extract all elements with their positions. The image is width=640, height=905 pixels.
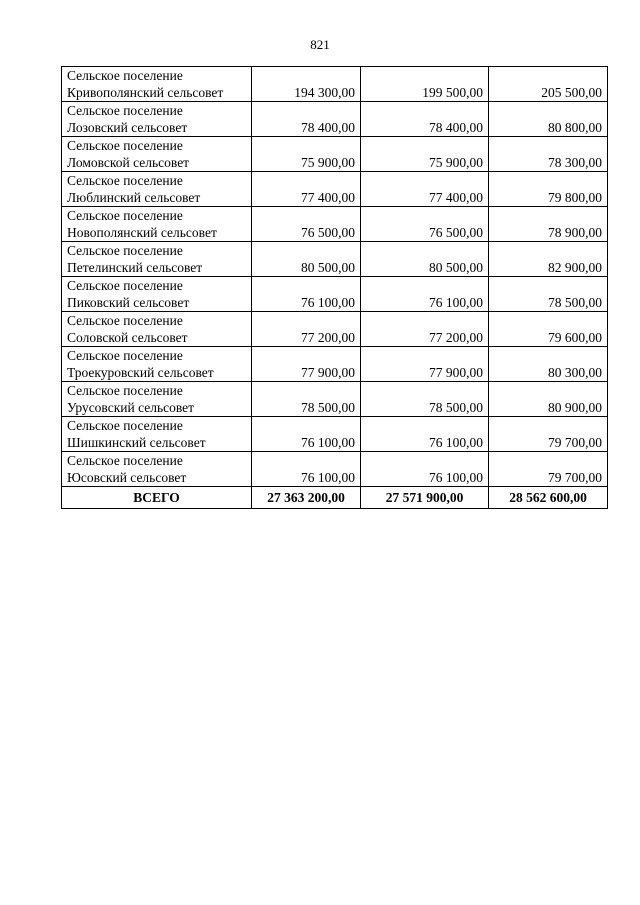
settlement-name-cell: [62, 417, 252, 452]
total-col1: 27 363 200,00: [252, 487, 361, 509]
settlement-type: Сельское поселение: [67, 138, 183, 153]
settlement-type: Сельское поселение: [67, 103, 183, 118]
amount-col1: 75 900,00: [252, 137, 361, 172]
amount-col3: 82 900,00: [489, 242, 608, 277]
settlement-type: Сельское поселение: [67, 313, 183, 328]
settlement-name-cell: [62, 137, 252, 172]
settlement-name-cell: [62, 347, 252, 382]
table-row: [62, 452, 608, 487]
settlement-name: Шишкинский сельсовет: [67, 435, 206, 450]
total-label: ВСЕГО: [62, 487, 252, 509]
table-row: [62, 207, 608, 242]
amount-col2: 76 100,00: [361, 452, 489, 487]
table-row: [62, 172, 608, 207]
amount-col2: 77 200,00: [361, 312, 489, 347]
amount-col3: 79 600,00: [489, 312, 608, 347]
budget-table: [61, 66, 608, 509]
amount-col3: 78 300,00: [489, 137, 608, 172]
amount-col1: 78 500,00: [252, 382, 361, 417]
settlement-name: Люблинский сельсовет: [67, 190, 201, 205]
amount-col3: 80 900,00: [489, 382, 608, 417]
settlement-name-cell: [62, 312, 252, 347]
settlement-name-cell: [62, 172, 252, 207]
settlement-name-cell: [62, 277, 252, 312]
table-row: [62, 382, 608, 417]
table-row: [62, 67, 608, 102]
settlement-name: Ломовской сельсовет: [67, 155, 190, 170]
amount-col1: 77 900,00: [252, 347, 361, 382]
total-col3: 28 562 600,00: [489, 487, 608, 509]
table-row: [62, 242, 608, 277]
settlement-type: Сельское поселение: [67, 278, 183, 293]
settlement-name: Юсовский сельсовет: [67, 470, 187, 485]
settlement-type: Сельское поселение: [67, 383, 183, 398]
amount-col3: 78 500,00: [489, 277, 608, 312]
amount-col1: 76 100,00: [252, 277, 361, 312]
amount-col2: 75 900,00: [361, 137, 489, 172]
amount-col1: 194 300,00: [252, 67, 361, 102]
settlement-name: Пиковский сельсовет: [67, 295, 190, 310]
amount-col3: 205 500,00: [489, 67, 608, 102]
amount-col2: 77 400,00: [361, 172, 489, 207]
amount-col2: 78 400,00: [361, 102, 489, 137]
budget-table-body: [62, 67, 608, 509]
amount-col2: 76 100,00: [361, 417, 489, 452]
amount-col1: 76 500,00: [252, 207, 361, 242]
amount-col1: 77 200,00: [252, 312, 361, 347]
settlement-type: Сельское поселение: [67, 68, 183, 83]
settlement-name: Кривополянский сельсовет: [67, 85, 224, 100]
amount-col1: 77 400,00: [252, 172, 361, 207]
page-number: 821: [310, 37, 330, 52]
table-row: [62, 137, 608, 172]
settlement-name-cell: [62, 207, 252, 242]
amount-col3: 79 700,00: [489, 452, 608, 487]
settlement-name-cell: [62, 452, 252, 487]
amount-col3: 79 800,00: [489, 172, 608, 207]
settlement-name: Троекуровский сельсовет: [67, 365, 214, 380]
amount-col3: 80 800,00: [489, 102, 608, 137]
settlement-name: Лозовский сельсовет: [67, 120, 188, 135]
settlement-name: Новополянский сельсовет: [67, 225, 217, 240]
settlement-type: Сельское поселение: [67, 418, 183, 433]
amount-col2: 78 500,00: [361, 382, 489, 417]
table-row: [62, 312, 608, 347]
table-row: [62, 102, 608, 137]
amount-col3: 79 700,00: [489, 417, 608, 452]
settlement-name-cell: [62, 382, 252, 417]
settlement-name-cell: [62, 67, 252, 102]
total-col2: 27 571 900,00: [361, 487, 489, 509]
settlement-type: Сельское поселение: [67, 173, 183, 188]
amount-col1: 76 100,00: [252, 452, 361, 487]
amount-col2: 76 500,00: [361, 207, 489, 242]
settlement-name-cell: [62, 102, 252, 137]
amount-col2: 77 900,00: [361, 347, 489, 382]
table-row: [62, 347, 608, 382]
settlement-type: Сельское поселение: [67, 348, 183, 363]
settlement-name: Соловской сельсовет: [67, 330, 188, 345]
amount-col3: 78 900,00: [489, 207, 608, 242]
amount-col3: 80 300,00: [489, 347, 608, 382]
settlement-type: Сельское поселение: [67, 208, 183, 223]
settlement-name-cell: [62, 242, 252, 277]
settlement-type: Сельское поселение: [67, 453, 183, 468]
amount-col2: 80 500,00: [361, 242, 489, 277]
settlement-type: Сельское поселение: [67, 243, 183, 258]
amount-col1: 76 100,00: [252, 417, 361, 452]
table-row: [62, 417, 608, 452]
amount-col1: 78 400,00: [252, 102, 361, 137]
amount-col2: 76 100,00: [361, 277, 489, 312]
settlement-name: Урусовский сельсовет: [67, 400, 195, 415]
table-row: [62, 277, 608, 312]
amount-col2: 199 500,00: [361, 67, 489, 102]
settlement-name: Петелинский сельсовет: [67, 260, 203, 275]
amount-col1: 80 500,00: [252, 242, 361, 277]
total-row: [62, 487, 608, 509]
